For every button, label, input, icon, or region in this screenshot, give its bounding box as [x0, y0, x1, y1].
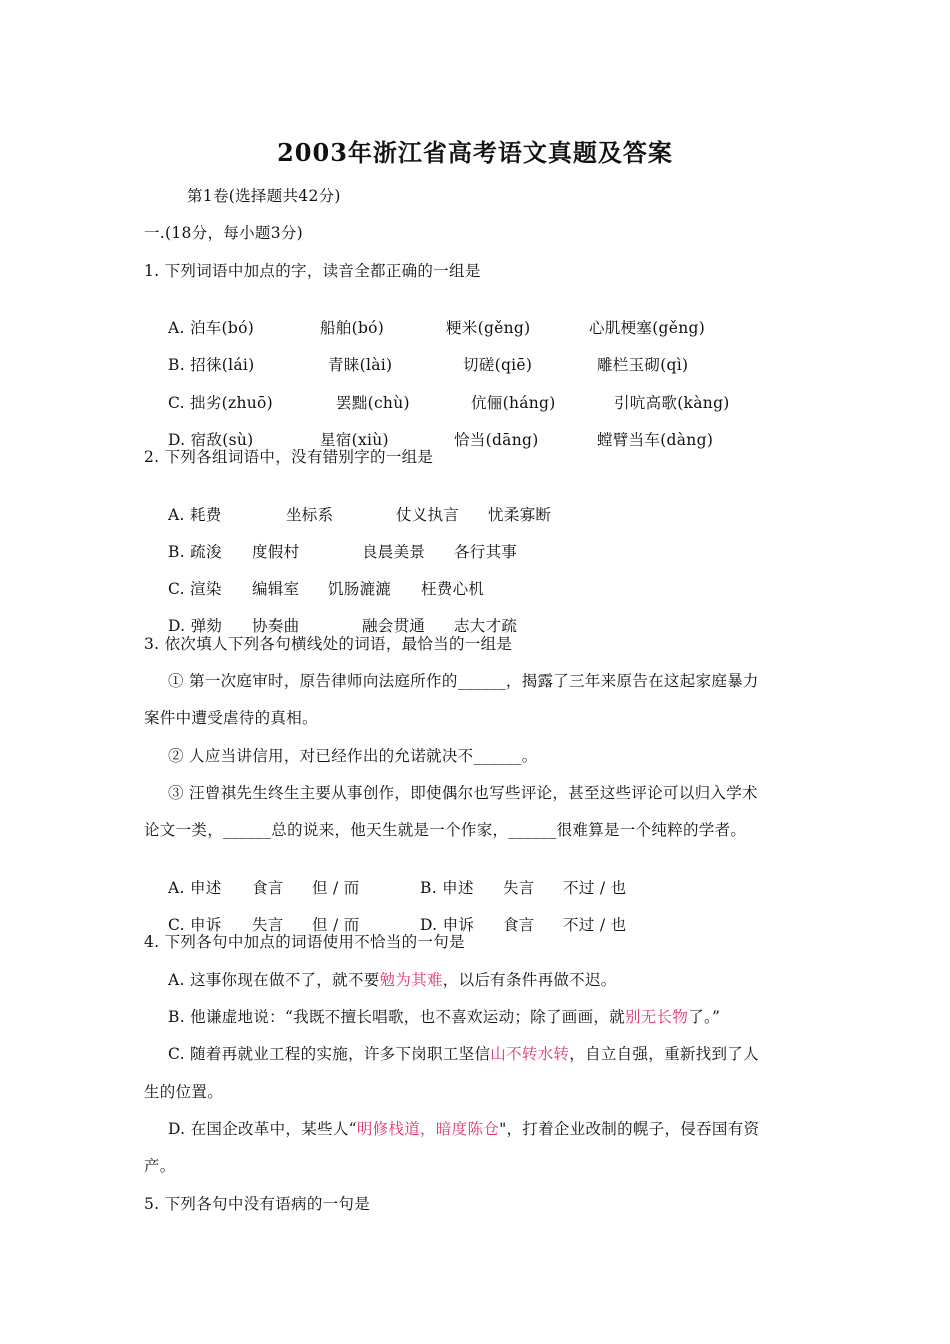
- highlighted-phrase: 别无长物: [624, 1008, 689, 1026]
- question-3-sentence-3-cont: 论文一类，______总的说来，他天生就是一个作家，______很难算是一个纯粹的学者。: [144, 821, 747, 839]
- question-2-stem: 2. 下列各组词语中，没有错别字的一组是: [144, 448, 434, 466]
- question-3-sentence-3: ③ 汪曾祺先生终生主要从事创作，即使偶尔也写些评论，甚至这些评论可以归入学术: [168, 784, 758, 802]
- question-4-stem: 4. 下列各句中加点的词语使用不恰当的一句是: [144, 933, 465, 951]
- question-4-option-d: D. 在国企改革中，某些人“明修栈道，暗度陈仓"，打着企业改制的幌子，侵吞国有资: [168, 1120, 760, 1138]
- question-1-option-a: A. 泊车(bó) 船舶(bó) 粳米(gěng) 心肌梗塞(gěng): [168, 319, 706, 337]
- question-1-option-b: B. 招徕(lái) 青睐(lài) 切磋(qiē) 雕栏玉砌(qì): [168, 356, 689, 374]
- section-heading: 一.(18分，每小题3分): [144, 224, 304, 242]
- question-4-option-c-cont: 生的位置。: [144, 1083, 224, 1101]
- question-1-option-d: D. 宿敌(sù) 星宿(xiù) 恰当(dāng) 螳臂当车(dàng): [168, 431, 714, 449]
- highlighted-phrase: 山不转水转: [490, 1045, 570, 1063]
- question-4-option-c: C. 随着再就业工程的实施，许多下岗职工坚信山不转水转，自立自强，重新找到了人: [168, 1045, 759, 1063]
- question-3-stem: 3. 依次填人下列各句横线处的词语，最恰当的一组是: [144, 635, 513, 653]
- highlighted-phrase: 勉为其难: [379, 971, 443, 989]
- question-3-sentence-1: ① 第一次庭审时，原告律师向法庭所作的______，揭露了三年来原告在这起家庭暴力: [168, 672, 759, 690]
- question-2-option-c: C. 渲染 编辑室 饥肠漉漉 枉费心机: [168, 580, 485, 598]
- question-2-option-a: A. 耗费 坐标系 仗义执言 忧柔寡断: [168, 506, 552, 524]
- question-3-sentence-2: ② 人应当讲信用，对已经作出的允诺就决不______。: [168, 747, 538, 765]
- highlighted-phrase: 明修栈道，暗度陈仓: [356, 1120, 500, 1138]
- question-4-option-b: B. 他谦虚地说：“我既不擅长唱歌，也不喜欢运动；除了画画，就别无长物了。”: [168, 1008, 721, 1026]
- question-1-option-c: C. 拙劣(zhuō) 罢黜(chù) 伉俪(háng) 引吭高歌(kàng): [168, 394, 730, 412]
- question-1-stem: 1. 下列词语中加点的字，读音全都正确的一组是: [144, 262, 481, 280]
- question-4-option-d-cont: 产。: [144, 1157, 176, 1175]
- question-4-option-a: A. 这事你现在做不了，就不要勉为其难，以后有条件再做不迟。: [168, 971, 617, 989]
- question-3-options-row-1: A. 申述 食言 但 / 而 B. 申述 失言 不过 / 也: [168, 879, 627, 897]
- question-2-option-d: D. 弹劾 协奏曲 融会贯通 志大才疏: [168, 617, 518, 635]
- volume-header: 第1卷(选择题共42分): [187, 187, 341, 205]
- question-2-option-b: B. 疏浚 度假村 良晨美景 各行其事: [168, 543, 518, 561]
- question-3-options-row-2: C. 申诉 失言 但 / 而 D. 申诉 食言 不过 / 也: [168, 916, 627, 934]
- page-title: 2003年浙江省高考语文真题及答案: [277, 138, 673, 167]
- question-3-sentence-1-cont: 案件中遭受虐待的真相。: [144, 709, 318, 727]
- question-5-stem: 5. 下列各句中没有语病的一句是: [144, 1195, 371, 1213]
